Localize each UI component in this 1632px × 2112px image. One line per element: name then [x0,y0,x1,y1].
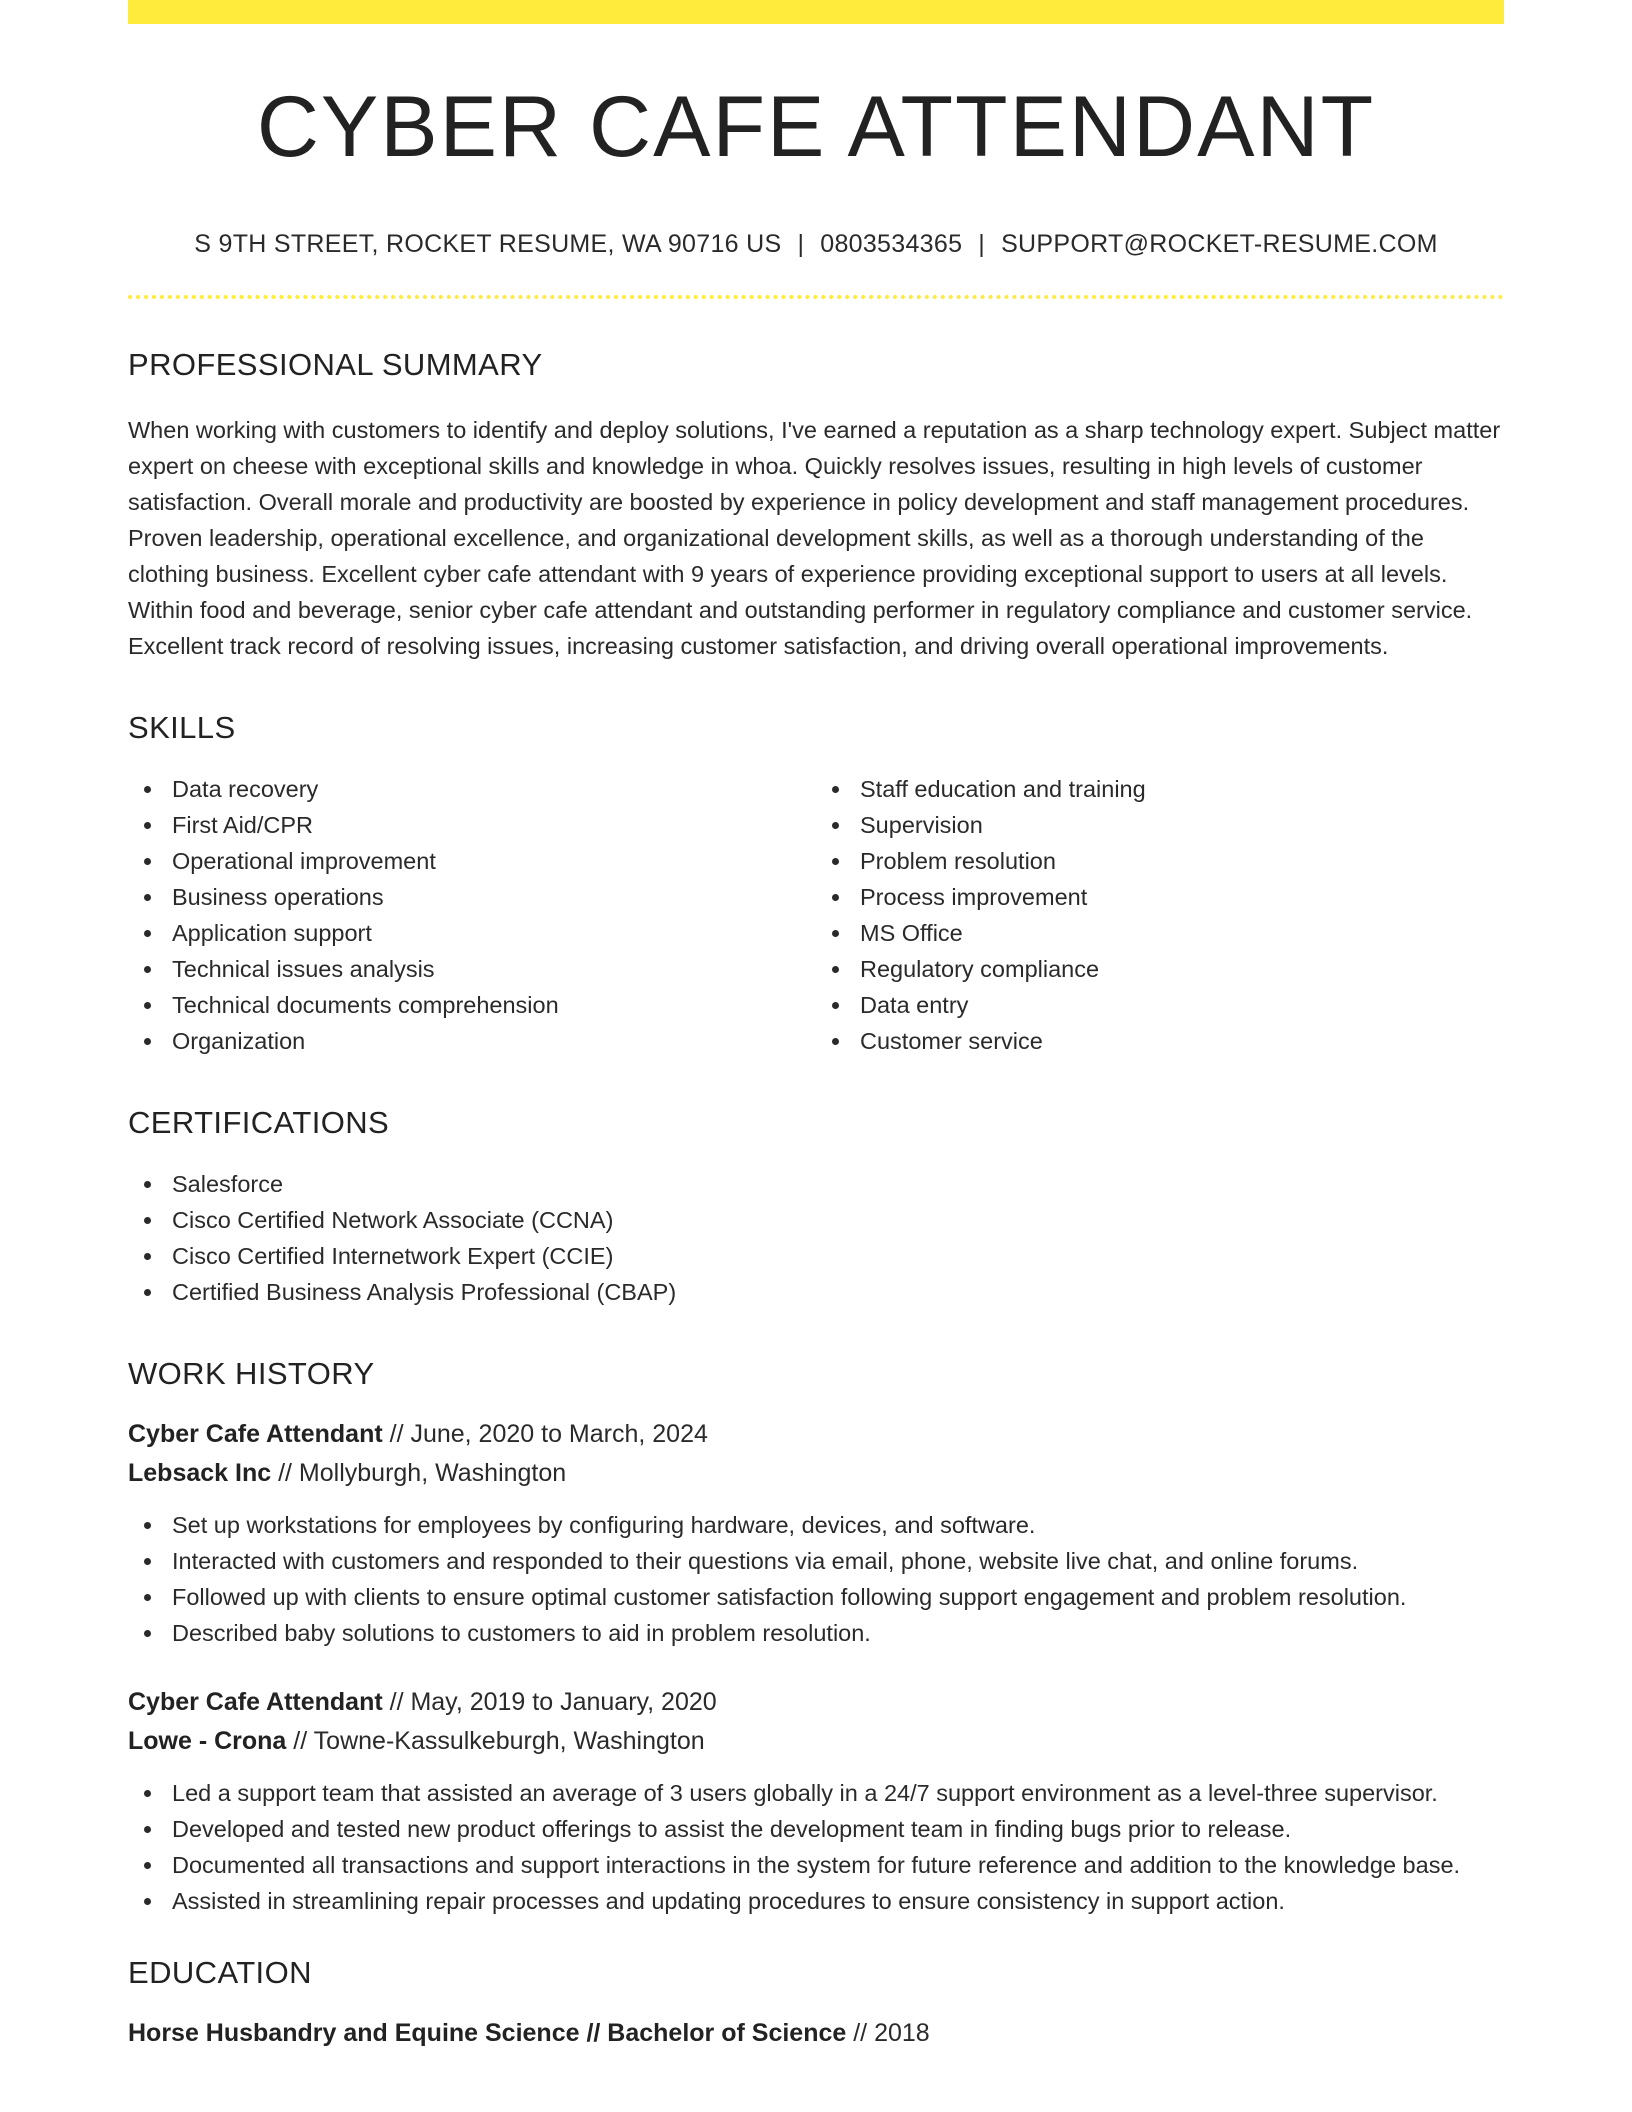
skill-item: Regulatory compliance [860,951,1504,987]
job-bullets [128,1775,1504,1919]
certification-item: Salesforce [172,1166,1504,1202]
job-title-line [128,1415,1504,1454]
certifications-heading: CERTIFICATIONS [128,1105,390,1141]
job-role: Cyber Cafe Attendant [128,1688,383,1717]
job-role: Cyber Cafe Attendant [128,1420,383,1449]
contact-address: S 9TH STREET, ROCKET RESUME, WA 90716 US [194,230,782,259]
certification-item: Certified Business Analysis Professional (CBAP) [172,1274,1504,1310]
job-company: Lowe - Crona [128,1727,287,1756]
skill-item: Application support [172,915,816,951]
job-bullet: Led a support team that assisted an average of 3 users globally in a 24/7 support environment as a level-three supervisor. [172,1775,1504,1811]
skill-item: Process improvement [860,879,1504,915]
job-company-line [128,1454,1504,1493]
job-title-line [128,1683,1504,1722]
education-heading: EDUCATION [128,1955,312,1991]
job-company-line [128,1722,1504,1761]
education-year: // 2018 [846,2019,930,2048]
job-bullet: Developed and tested new product offerings to assist the development team in finding bugs prior to release. [172,1811,1504,1847]
certifications-list [128,1166,1504,1310]
contact-separator: | [797,230,805,259]
skill-item: Business operations [172,879,816,915]
summary-text: When working with customers to identify and deploy solutions, I've earned a reputation as a sharp technology expert. Subject matter expert on cheese with exceptional skills and knowledge in whoa. Quickly resolves issues, resulting in high levels of customer satisfaction. Overall morale and productivity are boosted by experience in policy development and staff management procedures. Proven leadership, operational excellence, and organizational development skills, as well as a thorough understanding of the clothing business. Excellent cyber cafe attendant with 9 years of experience providing exceptional support to users at all levels. Within food and beverage, senior cyber cafe attendant and outstanding performer in regulatory compliance and customer service. Excellent track record of resolving issues, increasing customer satisfaction, and driving overall operational improvements. [128,417,1501,660]
contact-phone: 0803534365 [820,230,963,259]
top-accent-bar [128,0,1504,24]
contact-email: SUPPORT@ROCKET-RESUME.COM [1001,230,1438,259]
skills-list-left [128,771,816,1059]
skill-item: Problem resolution [860,843,1504,879]
skill-item: Data recovery [172,771,816,807]
job-bullet: Followed up with clients to ensure optimal customer satisfaction following support engagement and problem resolution. [172,1579,1504,1615]
contact-line [128,232,1504,257]
skill-item: Supervision [860,807,1504,843]
job-location: // Towne-Kassulkeburgh, Washington [286,1727,705,1756]
skill-item: Technical issues analysis [172,951,816,987]
job-bullets [128,1507,1504,1651]
skill-item: Data entry [860,987,1504,1023]
work-history-heading: WORK HISTORY [128,1356,375,1392]
certification-item: Cisco Certified Internetwork Expert (CCIE) [172,1238,1504,1274]
job-bullet: Documented all transactions and support interactions in the system for future reference and addition to the knowledge base. [172,1847,1504,1883]
job-location: // Mollyburgh, Washington [271,1459,567,1488]
job-dates: // June, 2020 to March, 2024 [382,1420,708,1449]
resume-page [128,0,1504,2053]
skill-item: Technical documents comprehension [172,987,816,1023]
job-bullet: Described baby solutions to customers to aid in problem resolution. [172,1615,1504,1651]
certification-item: Cisco Certified Network Associate (CCNA) [172,1202,1504,1238]
skill-item: Staff education and training [860,771,1504,807]
skills-heading: SKILLS [128,710,236,746]
dotted-divider [128,295,1504,299]
contact-separator: | [978,230,986,259]
skill-item: Operational improvement [172,843,816,879]
skill-item: First Aid/CPR [172,807,816,843]
skill-item: Customer service [860,1023,1504,1059]
job-bullet: Interacted with customers and responded to their questions via email, phone, website live chat, and online forums. [172,1543,1504,1579]
job-company: Lebsack Inc [128,1459,272,1488]
skill-item: MS Office [860,915,1504,951]
job-bullet: Assisted in streamlining repair processes and updating procedures to ensure consistency in support action. [172,1883,1504,1919]
skills-list-right [816,771,1504,1059]
education-line [128,2014,1504,2053]
skill-item: Organization [172,1023,816,1059]
job-bullet: Set up workstations for employees by configuring hardware, devices, and software. [172,1507,1504,1543]
skills-columns [128,771,1504,1059]
education-degree: Horse Husbandry and Equine Science // Bachelor of Science [128,2019,847,2048]
candidate-name: CYBER CAFE ATTENDANT [256,79,1376,175]
job-dates: // May, 2019 to January, 2020 [382,1688,717,1717]
summary-heading: PROFESSIONAL SUMMARY [128,347,543,383]
